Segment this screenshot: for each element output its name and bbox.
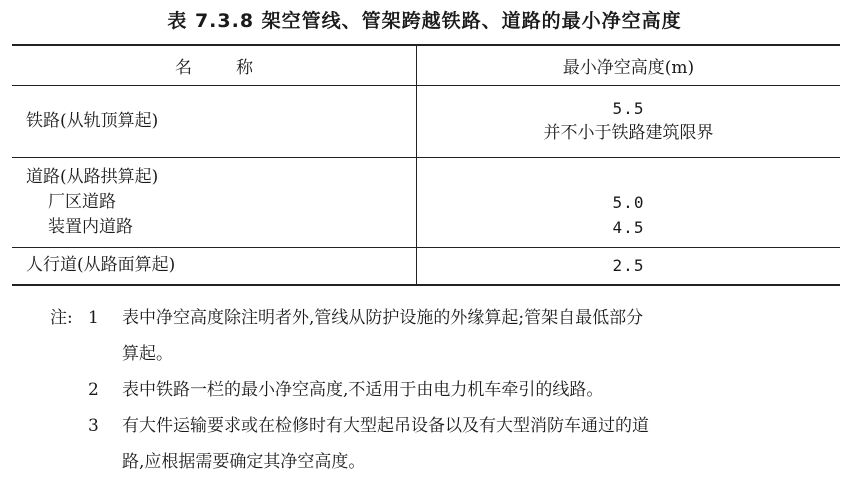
notes-prefix: 注: [50,308,73,328]
note-number: 1 [88,308,99,328]
road-name: 道路(从路拱算起) [26,166,159,187]
table-row-road [12,157,840,247]
note-text-line: 表中铁路一栏的最小净空高度,不适用于由电力机车牵引的线路。 [122,380,604,400]
note-text-line: 有大件运输要求或在检修时有大型起吊设备以及有大型消防车通过的道 [122,416,649,436]
sidewalk-name-cell [12,247,417,285]
header-name-cell [12,45,417,85]
header-name-part-b: 称 [236,57,253,78]
railway-name-cell [12,85,417,157]
plant-road-name: 厂区道路 [48,191,116,212]
note-text-line: 路,应根据需要确定其净空高度。 [122,452,366,472]
unit-road-height-value: 4.5 [612,217,645,237]
table-row-railway [12,85,840,157]
clearance-table [12,44,840,286]
sidewalk-name: 人行道(从路面算起) [26,255,176,276]
note-item [50,408,840,480]
note-number: 3 [88,416,99,436]
note-item [50,300,840,372]
table-notes [50,300,840,480]
sidewalk-value-cell [417,247,841,285]
road-name-cell [12,157,417,247]
plant-road-height-value: 5.0 [612,192,645,212]
note-item [50,372,840,408]
railway-value-cell [417,85,841,157]
note-number: 2 [88,380,99,400]
railway-name: 铁路(从轨顶算起) [26,110,159,131]
unit-road-name: 装置内道路 [48,216,133,237]
note-text-line: 算起。 [122,344,173,364]
railway-height-note: 并不小于铁路建筑限界 [543,123,714,143]
table-row-sidewalk [12,247,840,285]
road-height-value [417,165,840,190]
note-text-line: 表中净空高度除注明者外,管线从防护设施的外缘算起;管架自最低部分 [122,308,644,328]
header-height-cell: 最小净空高度(m) [562,57,695,78]
railway-height-value: 5.5 [612,99,645,118]
header-name-part-a: 名 [175,57,192,78]
table-title: 表 7.3.8 架空管线、管架跨越铁路、道路的最小净空高度 [167,10,682,32]
table-header-row [12,45,840,85]
sidewalk-height-value: 2.5 [612,256,645,276]
road-value-cell [417,157,841,247]
